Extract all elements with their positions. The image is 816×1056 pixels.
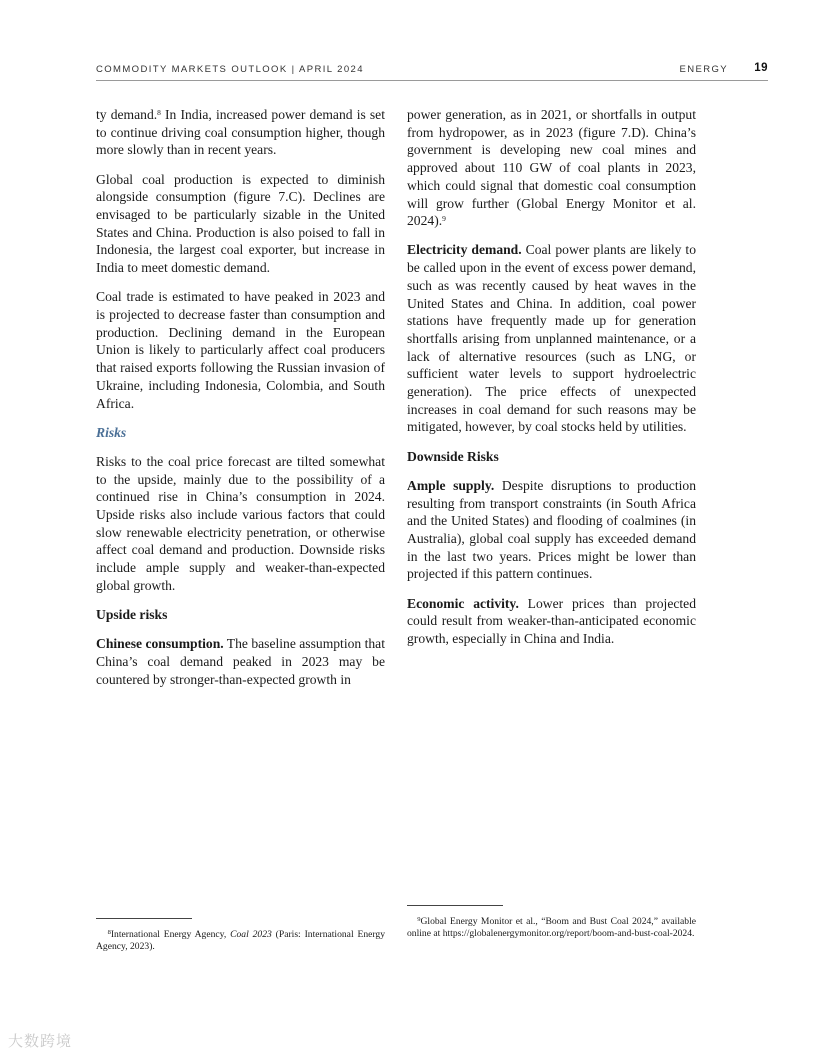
runin-electricity-demand: Electricity demand. [407,242,522,258]
paragraph-risks: Risks to the coal price forecast are tilted somewhat to the upside, mainly due to the possibility of a continued rise in China’s consumption in 2024. Upside risks also include various factors that could slow renewable electricity penetration, or otherwise affect coal demand and production. Downside risks include ample supply and weaker-than-expected global growth. [96,453,385,593]
footnote-divider-right [407,905,503,906]
paragraph-power-generation: power generation, as in 2021, or shortfalls in output from hydropower, as in 2023 (figure 7.D). China’s government is developing new coal mines and approved about 110 GW of coal plants in 2023, which could signal that domestic coal consumption will grow further (Global Energy Monitor et al. 2024).$^9$ [407,107,696,229]
paragraph-chinese-consumption: Chinese consumption. The baseline assumption that China’s coal demand peaked in 2023 may be countered by stronger-than-expected growth in [96,636,385,687]
left-column [96,106,385,700]
page-number: 19 [754,62,768,74]
header-divider [96,80,768,81]
watermark-logo: 大数跨境 [8,1032,73,1050]
paragraph-electricity-demand: Electricity demand. Coal power plants are likely to be called upon in the event of excess power demand, such as was recently caused by heat waves in the United States and China. In addition, coal power stations have frequently made up for generation shortfalls arising from unplanned maintenance, or a lack of alternative resources (such as LNG, or sufficient water levels to support hydroelectric generation). The price effects of unexpected increases in coal demand for such reasons may be mitigated, however, by coal stocks held by utilities. [407,242,696,435]
paragraph-economic-activity: Economic activity. Lower prices than projected could result from weaker-than-anticipated economic growth, especially in China and India. [407,595,696,646]
downside-risks-heading: Downside Risks [407,448,499,464]
paragraph-coal-trade: Coal trade is estimated to have peaked in 2023 and is projected to decrease faster than consumption and production. Declining demand in the European Union is likely to particularly affect coal producers that raised exports following the Russian invasion of Ukraine, including Indonesia, Colombia, and South Africa. [96,289,385,411]
footnote-9: $^9$Global Energy Monitor et al., “Boom and Bust Coal 2024,” available online at https://globalenergymonitor.org/report/boom-and-bust-coal-2024. [407,916,696,940]
section-label: ENERGY [679,64,728,75]
paragraph-ample-supply: Ample supply. Despite disruptions to production resulting from transport constraints (in South Africa and the United States) and flooding of coalmines (in Australia), global coal supply has exceeded demand in the last two years. Prices might be lower than projected if this pattern continues. [407,477,696,582]
runin-ample-supply: Ample supply. [407,477,495,493]
publication-title: COMMODITY MARKETS OUTLOOK | APRIL 2024 [96,64,364,75]
runin-chinese-consumption: Chinese consumption. [96,636,224,652]
footnote-ref-9: 9 [442,214,446,224]
footnote-8: $^8$International Energy Agency, Coal 2023 (Paris: International Energy Agency, 2023). [96,929,386,953]
running-header [96,62,768,80]
right-column [407,106,696,659]
risks-heading: Risks [96,424,127,440]
paragraph-india-demand: ty demand.$^8$ In India, increased power demand is set to continue driving coal consumption higher, though more slowly than in recent years. [96,107,385,158]
upside-risks-heading: Upside risks [96,607,168,623]
paragraph-coal-production: Global coal production is expected to diminish alongside consumption (figure 7.C). Declines are envisaged to be particularly sizable in the United States and China. Production is also poised to fall in Indonesia, the largest coal exporter, but increase in India to meet domestic demand. [96,171,385,276]
footnote-ref-8: 8 [157,108,161,117]
runin-economic-activity: Economic activity. [407,595,519,611]
footnote-divider-left [96,918,192,919]
